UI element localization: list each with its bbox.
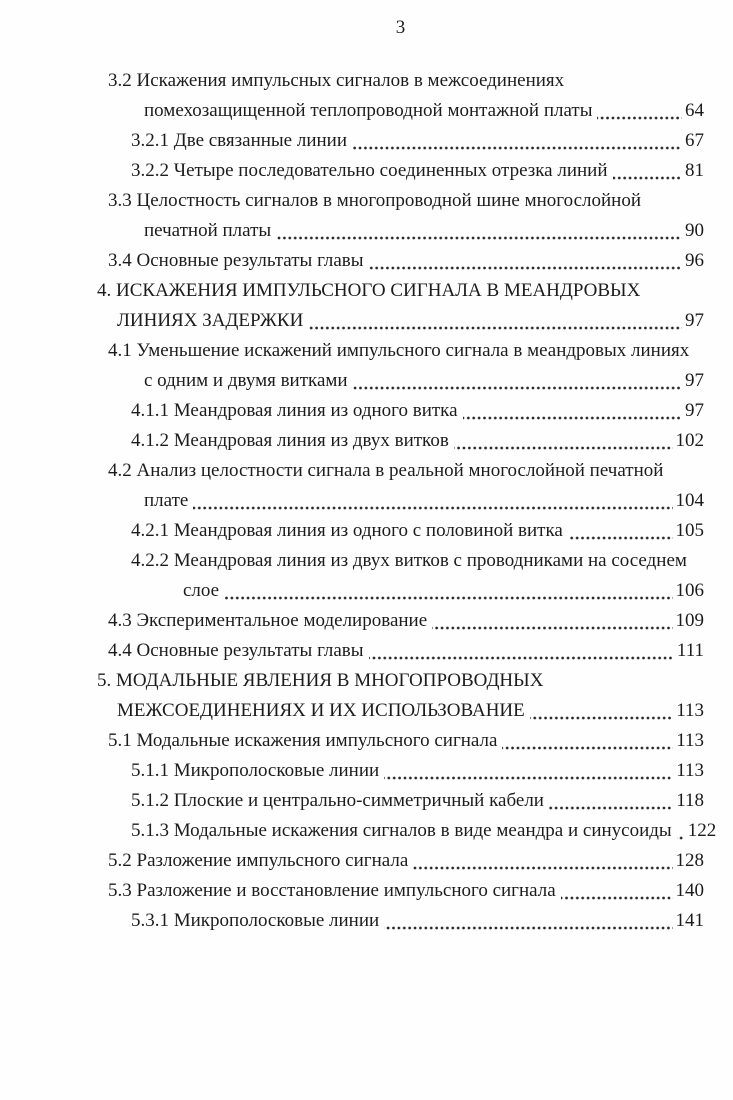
dot-leader xyxy=(193,506,672,510)
toc-entry xyxy=(97,906,704,936)
dot-leader xyxy=(352,146,682,150)
toc-entry-page: 64 xyxy=(685,100,704,121)
toc-entry xyxy=(97,156,704,186)
toc-entry-page: 96 xyxy=(685,250,704,271)
toc-entry-title: 5.3.1 Микрополосковые линии xyxy=(131,910,380,931)
toc-entry xyxy=(97,546,704,576)
toc-entry xyxy=(97,336,704,366)
toc-entry-title: 3.2 Искажения импульсных сигналов в межсоединениях xyxy=(108,70,565,91)
toc-entry-page: 113 xyxy=(676,700,704,721)
toc-entry-title: 4.1.2 Меандровая линия из двух витков xyxy=(131,430,449,451)
toc-entry-title: 4. ИСКАЖЕНИЯ ИМПУЛЬСНОГО СИГНАЛА В МЕАНДРОВЫХ xyxy=(97,280,641,301)
toc-entry-title: 4.1 Уменьшение искажений импульсного сигнала в меандровых линиях xyxy=(108,340,690,361)
toc-entry xyxy=(97,576,704,606)
toc-entry-page: 97 xyxy=(685,370,704,391)
toc-entry-page: 102 xyxy=(675,430,704,451)
toc-entry xyxy=(97,96,704,126)
toc-entry-page: 118 xyxy=(676,790,704,811)
toc-entry-page: 128 xyxy=(675,850,704,871)
toc-entry-page: 67 xyxy=(685,130,704,151)
dot-leader xyxy=(561,896,673,900)
dot-leader xyxy=(224,596,672,600)
toc-entry xyxy=(97,516,704,546)
toc-entry-page: 97 xyxy=(685,310,704,331)
toc-entry xyxy=(97,816,717,846)
toc-entry xyxy=(97,306,704,336)
dot-leader xyxy=(384,926,672,930)
toc-entry-title: ЛИНИЯХ ЗАДЕРЖКИ xyxy=(117,310,304,331)
toc-entry-title: слое xyxy=(183,580,220,601)
toc-entry-title: 4.2.2 Меандровая линия из двух витков с проводниками на соседнем xyxy=(131,550,687,571)
toc-entry-page: 90 xyxy=(685,220,704,241)
toc-entry xyxy=(97,366,704,396)
toc-entry xyxy=(97,726,704,756)
page-number-header: 3 xyxy=(395,17,406,38)
toc-entry-page: 140 xyxy=(675,880,704,901)
toc-entry-page: 113 xyxy=(676,730,704,751)
toc-entry xyxy=(97,606,704,636)
toc-entry-title: 5.3 Разложение и восстановление импульсного сигнала xyxy=(108,880,556,901)
toc-entry xyxy=(97,846,704,876)
toc-entry-page: 113 xyxy=(676,760,704,781)
dot-leader xyxy=(384,776,673,780)
toc-entry-title: 3.2.1 Две связанные линии xyxy=(131,130,348,151)
toc-entry-title: 4.1.1 Меандровая линия из одного витка xyxy=(131,400,458,421)
toc-entry-title: 5.1.1 Микрополосковые линии xyxy=(131,760,380,781)
dot-leader xyxy=(369,266,682,270)
toc-entry-page: 81 xyxy=(685,160,704,181)
toc-entry-title: 5.2 Разложение импульсного сигнала xyxy=(108,850,409,871)
toc-entry-page: 106 xyxy=(675,580,704,601)
toc-entry-page: 97 xyxy=(685,400,704,421)
toc-entry xyxy=(97,786,704,816)
dot-leader xyxy=(353,386,682,390)
dot-leader xyxy=(549,806,673,810)
dot-leader xyxy=(276,236,682,240)
toc-entry-page: 104 xyxy=(675,490,704,511)
dot-leader xyxy=(413,866,672,870)
dot-leader xyxy=(597,116,682,120)
toc-entry xyxy=(97,66,704,96)
toc-entry-page: 141 xyxy=(675,910,704,931)
toc-entry xyxy=(97,456,704,486)
toc-entry xyxy=(97,186,704,216)
toc-entry-title: 4.3 Экспериментальное моделирование xyxy=(108,610,428,631)
toc-entry xyxy=(97,276,704,306)
toc-entry-title: печатной платы xyxy=(144,220,272,241)
toc-entry-title: 3.3 Целостность сигналов в многопроводной шине многослойной xyxy=(108,190,642,211)
toc-entry-title: 3.2.2 Четыре последовательно соединенных отрезка линий xyxy=(131,160,608,181)
toc-entry-title: 5.1 Модальные искажения импульсного сигнала xyxy=(108,730,498,751)
text-block xyxy=(97,0,717,936)
toc-entry xyxy=(97,876,704,906)
toc-entry xyxy=(97,126,704,156)
dot-leader xyxy=(530,716,673,720)
dot-leader xyxy=(568,536,673,540)
toc-entry-title: 4.4 Основные результаты главы xyxy=(108,640,364,661)
toc-entry xyxy=(97,426,704,456)
toc-entry-page: 122 xyxy=(687,820,717,841)
toc-entry-title: помехозащищенной теплопроводной монтажной платы xyxy=(144,100,593,121)
dot-leader xyxy=(502,746,673,750)
toc-entry-title: 5. МОДАЛЬНЫЕ ЯВЛЕНИЯ В МНОГОПРОВОДНЫХ xyxy=(97,670,544,691)
toc-entry-title: 5.1.2 Плоские и центрально-симметричный кабели xyxy=(131,790,544,811)
toc-entry xyxy=(97,756,704,786)
toc-entry xyxy=(97,696,704,726)
dot-leader xyxy=(369,656,674,660)
dot-leader xyxy=(677,836,685,840)
dot-leader xyxy=(454,446,673,450)
toc-entry-title: с одним и двумя витками xyxy=(144,370,348,391)
toc-entry-page: 105 xyxy=(675,520,704,541)
toc-entry-title: 5.1.3 Модальные искажения сигналов в виде меандра и синусоиды xyxy=(131,820,672,841)
toc-entry xyxy=(97,246,704,276)
toc-entry-title: 4.2.1 Меандровая линия из одного с половиной витка xyxy=(131,520,563,541)
toc-entry xyxy=(97,636,704,666)
toc-entry-page: 109 xyxy=(675,610,704,631)
toc-entry-title: 4.2 Анализ целостности сигнала в реальной многослойной печатной xyxy=(108,460,664,481)
toc-entry xyxy=(97,486,704,516)
dot-leader xyxy=(463,416,682,420)
dot-leader xyxy=(308,326,682,330)
toc-entry-title: МЕЖСОЕДИНЕНИЯХ И ИХ ИСПОЛЬЗОВАНИЕ xyxy=(117,700,525,721)
toc-entry-title: плате xyxy=(144,490,189,511)
toc-entry xyxy=(97,666,704,696)
dot-leader xyxy=(432,626,672,630)
toc-entry xyxy=(97,216,704,246)
toc-entry-title: 3.4 Основные результаты главы xyxy=(108,250,364,271)
table-of-contents xyxy=(97,66,717,936)
toc-entry xyxy=(97,396,704,426)
dot-leader xyxy=(613,176,682,180)
toc-entry-page: 111 xyxy=(676,640,704,661)
